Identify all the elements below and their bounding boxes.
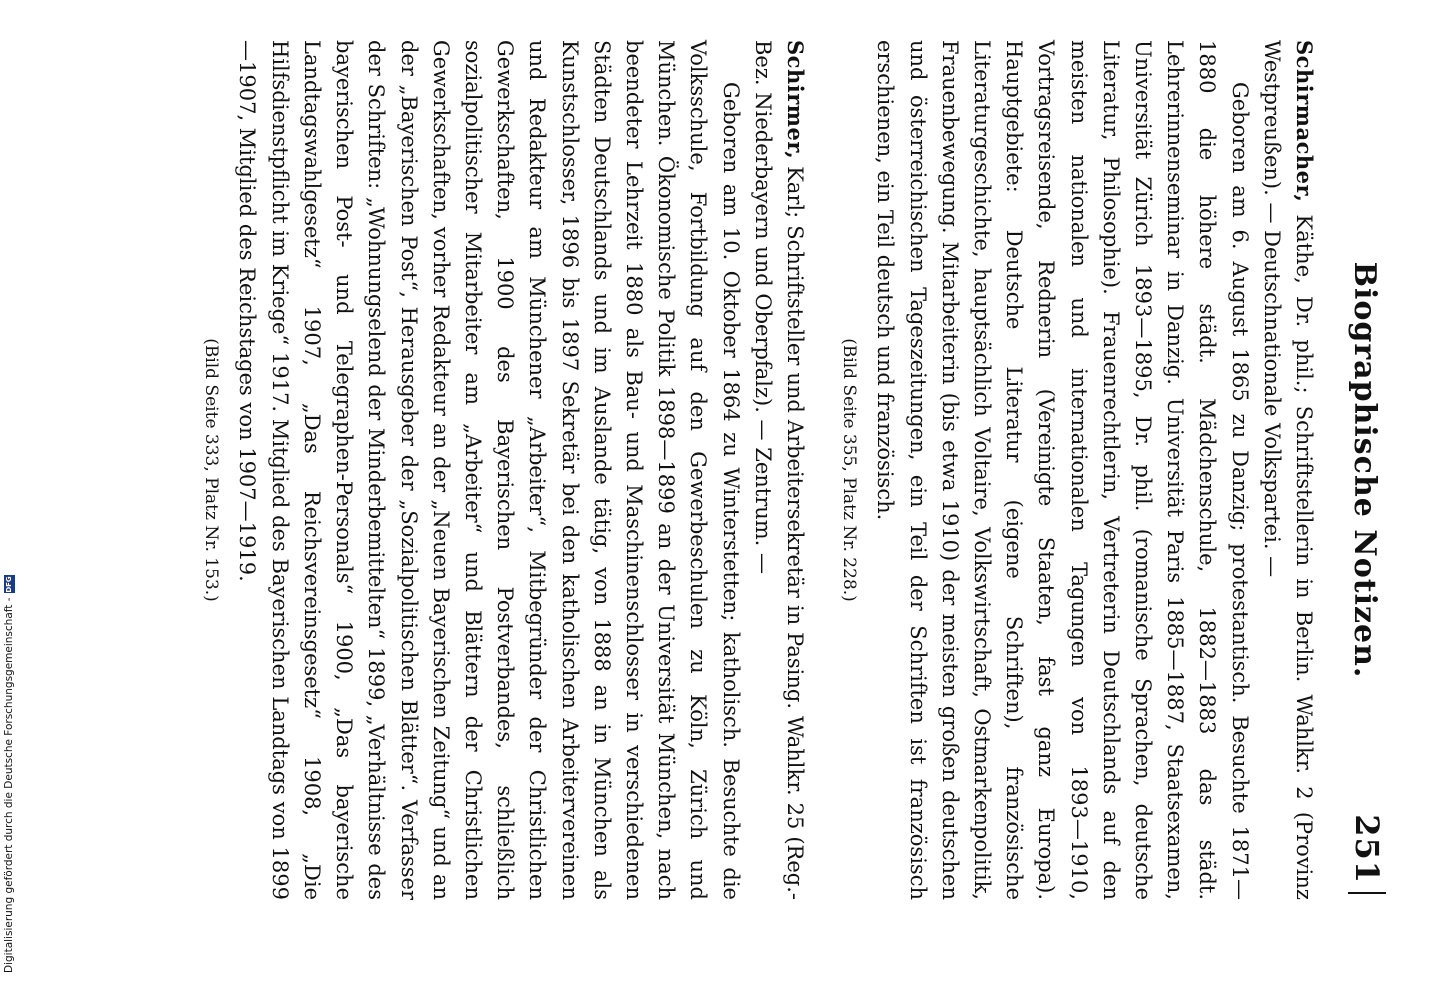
biography-entry-2 [195, 40, 811, 900]
credit-text: Digitalisierung gefördert durch die Deutsche Forschungsgemeinschaft - [3, 597, 15, 973]
page-content [100, 20, 1390, 920]
entry-name: Schirmacher, [1292, 40, 1317, 203]
entry-name: Schirmer, [782, 40, 808, 160]
page-number: 251 [1348, 814, 1386, 894]
biography-entry-1 [833, 40, 1320, 900]
picture-reference: (Bild Seite 355, Platz Nr. 228.) [839, 338, 860, 602]
page-title: Biographische Notizen. [1347, 261, 1382, 679]
dfg-logo: DFG [4, 576, 13, 593]
digitization-credit [2, 0, 16, 995]
entry-body: Geboren am 10. Oktober 1864 zu Winterstetten; katholisch. Besuchte die Volksschule, Fortbildung auf den Gewerbeschulen zu Köln, Zürich und München. Ökonomische Politik 1898—1899 an der Universität München, nach beendeter Lehrzeit 1880 als Bau- und Maschinenschlosser in verschiedenen Städten Deutschlands und im Auslande tätig, von 1888 an in München als Kunstschlosser, 1896 bis 1897 Sekretär bei den katholischen Arbeitervereinen und Redakteur am Münchener „Arbeiter“, Mitbegründer der Christlichen Gewerkschaften, 1900 des Bayerischen Postverbandes, schließlich sozialpolitischer Mitarbeiter am „Arbeiter“ und Blättern der Christlichen Gewerkschaften, vorher Redakteur an der „Neuen Bayerischen Zeitung“ und an der „Bayerischen Post“, Herausgeber der „Sozialpolitischen Blätter“. Verfasser der Schriften: „Wohnungselend der Minderbemittelten“ 1899, „Verhältnisse des bayerischen Post- und Telegraphen-Personals“ 1900, „Das bayerische Landtagswahlgesetz“ 1907, „Das Reichsvereinsgesetz“ 1908, „Die Hilfsdienstpflicht im Kriege“ 1917. Mitglied des Bayerischen Landtags von 1899—1907, Mitglied des Reichstages von 1907—1919. [235, 40, 743, 900]
picture-reference: (Bild Seite 333, Platz Nr. 153.) [201, 338, 222, 602]
page-header [1334, 40, 1390, 900]
entry-intro: Käthe, Dr. phil.; Schriftstellerin in Berlin. Wahlkr. 2 (Provinz Westpreußen). — Deutschnationale Volkspartei. — [1259, 40, 1316, 900]
entry-body: Geboren am 6. August 1865 zu Danzig; protestantisch. Besuchte 1871—1880 die höhere städt. Mädchenschule, 1882—1883 das städt. Lehrerinnenseminar in Danzig. Universität Paris 1885—1887, Staatsexamen, Universität Zürich 1893—1895, Dr. phil. (romanische Sprachen, deutsche Literatur, Philosophie). Frauenrechtlerin, Vertreterin Deutschlands auf den meisten nationalen und internationalen Tagungen von 1893—1910, Vortragsreisende, Rednerin (Vereinigte Staaten, fast ganz Europa). Hauptgebiete: Deutsche Literatur (eigene Schriften), französische Literaturgeschichte, hauptsächlich Voltaire, Volkswirtschaft, Ostmarkenpolitik, Frauenbewegung. Mitarbeiterin (bis etwa 1910) der meisten großen deutschen und österreichischen Tageszeitungen, ein Teil der Schriften ist französisch erschienen, ein Teil deutsch und französisch. [873, 40, 1252, 900]
entry-intro: Karl; Schriftsteller und Arbeitersekretär in Pasing. Wahlkr. 25 (Reg.-Bez. Niederbayern und Oberpfalz). — Zentrum. — [750, 40, 807, 900]
